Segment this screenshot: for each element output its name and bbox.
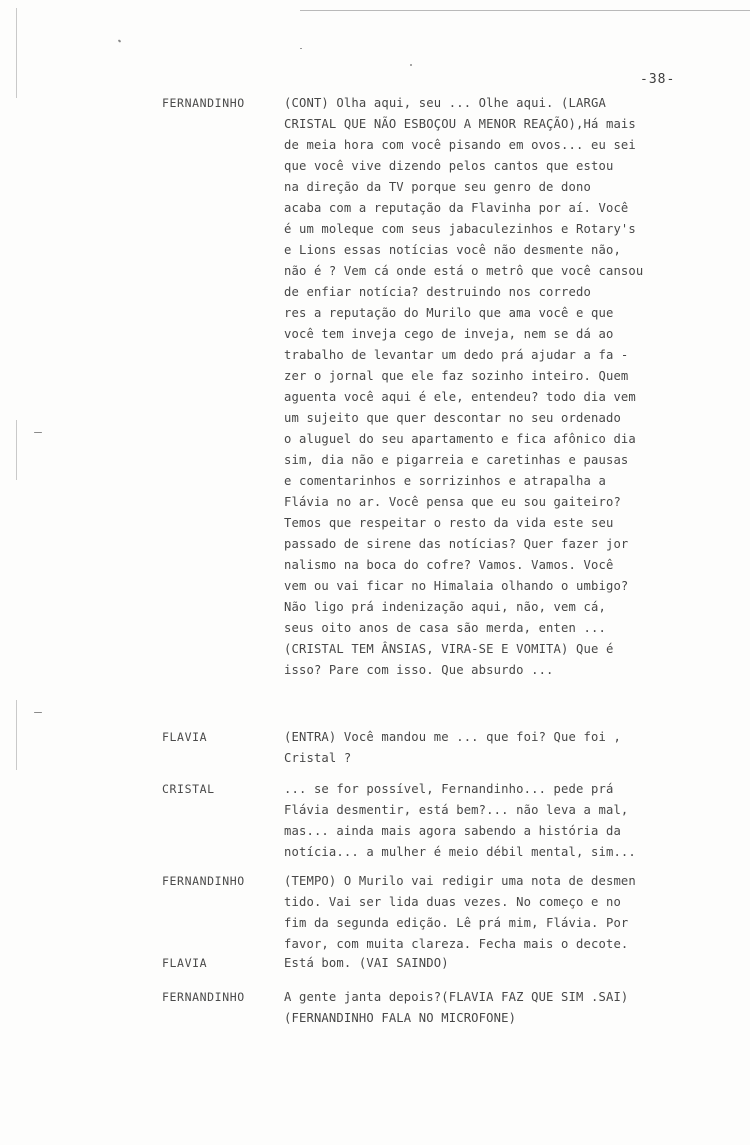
dialogue-line: nalismo na boca do cofre? Vamos. Vamos. Você — [284, 558, 614, 572]
dialogue-line: não é ? Vem cá onde está o metrô que você cansou — [284, 264, 644, 278]
dialogue-line: aguenta você aqui é ele, entendeu? todo dia vem — [284, 390, 636, 404]
left-margin-mark — [16, 700, 17, 770]
paper-speck — [410, 64, 412, 66]
paper-speck — [118, 39, 122, 42]
speaker-name: FLAVIA — [162, 730, 208, 744]
speaker-name: FERNANDINHO — [162, 990, 245, 1004]
speaker-name: FLAVIA — [162, 956, 208, 970]
dialogue-line: ... se for possível, Fernandinho... pede prá — [284, 782, 614, 796]
speaker-name: FERNANDINHO — [162, 96, 245, 110]
dialogue-line: o aluguel do seu apartamento e fica afônico dia — [284, 432, 636, 446]
paper-speck — [34, 432, 42, 433]
dialogue-line: fim da segunda edição. Lê prá mim, Flávia. Por — [284, 916, 629, 930]
dialogue-line: A gente janta depois?(FLAVIA FAZ QUE SIM .SAI) — [284, 990, 629, 1004]
dialogue-line: zer o jornal que ele faz sozinho inteiro. Quem — [284, 369, 629, 383]
dialogue-line: Temos que respeitar o resto da vida este seu — [284, 516, 614, 530]
dialogue-line: (CRISTAL TEM ÂNSIAS, VIRA-SE E VOMITA) Que é — [284, 642, 614, 656]
dialogue-line: você tem inveja cego de inveja, nem se dá ao — [284, 327, 614, 341]
dialogue-line: Está bom. (VAI SAINDO) — [284, 956, 449, 970]
dialogue-line: (CONT) Olha aqui, seu ... Olhe aqui. (LARGA — [284, 96, 606, 110]
dialogue-line: sim, dia não e pigarreia e caretinhas e pausas — [284, 453, 629, 467]
dialogue-line: de meia hora com você pisando em ovos... eu sei — [284, 138, 636, 152]
dialogue-line: seus oito anos de casa são merda, enten ... — [284, 621, 606, 635]
dialogue-line: que você vive dizendo pelos cantos que estou — [284, 159, 614, 173]
dialogue-line: trabalho de levantar um dedo prá ajudar a fa - — [284, 348, 629, 362]
dialogue-line: CRISTAL QUE NÃO ESBOÇOU A MENOR REAÇÃO),Há mais — [284, 117, 636, 131]
dialogue-line: mas... ainda mais agora sabendo a história da — [284, 824, 621, 838]
dialogue-line: (ENTRA) Você mandou me ... que foi? Que foi , — [284, 730, 621, 744]
dialogue-line: e comentarinhos e sorrizinhos e atrapalha a — [284, 474, 606, 488]
dialogue-line: Não ligo prá indenização aqui, não, vem cá, — [284, 600, 606, 614]
dialogue-line: favor, com muita clareza. Fecha mais o decote. — [284, 937, 629, 951]
dialogue-line: notícia... a mulher é meio débil mental, sim... — [284, 845, 636, 859]
dialogue-line: vem ou vai ficar no Himalaia olhando o umbigo? — [284, 579, 629, 593]
dialogue-line: Flávia no ar. Você pensa que eu sou gaiteiro? — [284, 495, 621, 509]
dialogue-line: é um moleque com seus jabaculezinhos e Rotary's — [284, 222, 636, 236]
dialogue-line: e Lions essas notícias você não desmente não, — [284, 243, 621, 257]
dialogue-line: isso? Pare com isso. Que absurdo ... — [284, 663, 554, 677]
dialogue-line: (TEMPO) O Murilo vai redigir uma nota de desmen — [284, 874, 636, 888]
dialogue-line: (FERNANDINHO FALA NO MICROFONE) — [284, 1011, 517, 1025]
top-edge-line — [300, 10, 750, 11]
dialogue-line: de enfiar notícia? destruindo nos corredo — [284, 285, 591, 299]
left-margin-mark — [16, 420, 17, 480]
dialogue-line: Cristal ? — [284, 751, 352, 765]
dialogue-line: na direção da TV porque seu genro de dono — [284, 180, 591, 194]
page-number: -38- — [640, 72, 676, 87]
paper-speck — [34, 712, 42, 713]
dialogue-line: Flávia desmentir, está bem?... não leva a mal, — [284, 803, 629, 817]
left-margin-mark — [16, 8, 17, 98]
dialogue-line: res a reputação do Murilo que ama você e que — [284, 306, 614, 320]
speaker-name: FERNANDINHO — [162, 874, 245, 888]
speaker-name: CRISTAL — [162, 782, 215, 796]
dialogue-line: passado de sirene das notícias? Quer fazer jor — [284, 537, 629, 551]
dialogue-line: tido. Vai ser lida duas vezes. No começo e no — [284, 895, 621, 909]
paper-speck — [300, 48, 302, 49]
dialogue-line: acaba com a reputação da Flavinha por aí. Você — [284, 201, 629, 215]
dialogue-line: um sujeito que quer descontar no seu ordenado — [284, 411, 621, 425]
